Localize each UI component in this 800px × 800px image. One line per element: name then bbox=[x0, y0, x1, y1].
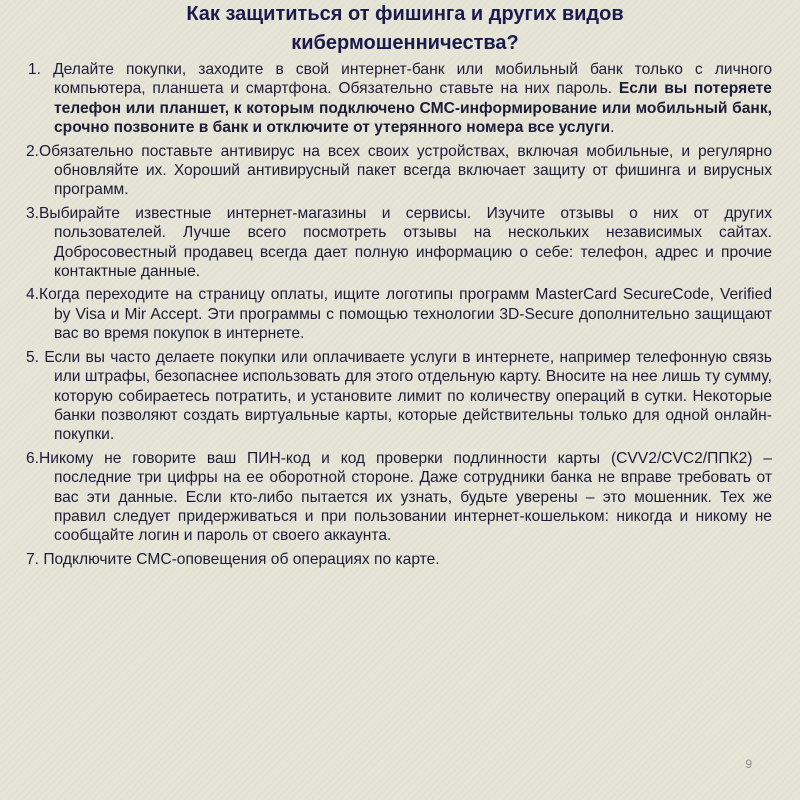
list-item-1 bbox=[22, 60, 772, 138]
item-number: 7. bbox=[26, 550, 40, 568]
title-line-2: кибермошенничества? bbox=[291, 32, 519, 54]
item-text: Выбирайте известные интернет-магазины и сервисы. Изучите отзывы о них от других пользователей. Лучше всего посмотреть отзывы на нескольких независимых сайтах. Добросовестный продавец всегда дает полную информацию о себе: телефон, адрес и прочие контактные данные. bbox=[39, 204, 772, 281]
item-text: Никому не говорите ваш ПИН-код и код проверки подлинности карты (CVV2/CVC2/ППК2) – последние три цифры на ее оборотной стороне. Даже сотрудники банка не вправе требовать от вас эти данные. Если кто-либо пытается их узнать, будьте уверены – это мошенник. Тех же правил следует придерживаться и при пользовании интернет-кошельком: никогда и никому не сообщайте логин и пароль от своего аккаунта. bbox=[39, 449, 772, 545]
list-item-4 bbox=[22, 285, 772, 343]
item-number: 5. bbox=[26, 348, 40, 366]
item-number: 2. bbox=[26, 142, 40, 160]
slide-body bbox=[22, 60, 772, 573]
item-text: Когда переходите на страницу оплаты, ищите логотипы программ MasterCard SecureCode, Verified by Visa и Mir Accept. Эти программы с помощью технологии 3D-Secure дополнительно защищают вас во время покупок в интернете. bbox=[39, 286, 772, 343]
item-text: Подключите СМС-оповещения об операциях по карте. bbox=[39, 550, 440, 568]
title-line-1: Как защититься от фишинга и других видов bbox=[186, 3, 624, 25]
item-text: Обязательно поставьте антивирус на всех своих устройствах, включая мобильные, и регулярно обновляйте их. Хороший антивирусный пакет всегда включает защиту от фишинга и вирусных программ. bbox=[39, 142, 772, 199]
item-number: 1. bbox=[28, 61, 42, 78]
item-number: 3. bbox=[26, 204, 40, 222]
item-tail: . bbox=[610, 119, 615, 137]
list-item-2 bbox=[22, 142, 772, 200]
slide-title bbox=[60, 0, 750, 58]
item-number: 4. bbox=[26, 286, 40, 304]
item-bold-text: Если вы потеряете телефон или планшет, к которым подключено СМС-информирование или мобильный банк, срочно позвоните в банк и отключите от утерянного номера все услуги bbox=[54, 80, 772, 137]
list-item-6 bbox=[22, 449, 772, 546]
item-number: 6. bbox=[26, 449, 40, 467]
item-text: Делайте покупки, заходите в свой интернет-банк или мобильный банк только с личного компьютера, планшета и смартфона. Обязательно ставьте на них пароль. bbox=[53, 61, 772, 98]
item-text: Если вы часто делаете покупки или оплачиваете услуги в интернете, например телефонную связь или штрафы, безопаснее использовать для этого отдельную карту. Вносите на нее лишь ту сумму, которую собираетесь потратить, и установите лимит по количеству операций в сутки. Некоторые банки позволяют создать виртуальные карты, которые действительны только для одной онлайн-покупки. bbox=[39, 348, 772, 444]
list-item-3 bbox=[22, 204, 772, 282]
list-item-7 bbox=[22, 550, 772, 569]
page-number: 9 bbox=[745, 757, 752, 771]
list-item-5 bbox=[22, 348, 772, 445]
